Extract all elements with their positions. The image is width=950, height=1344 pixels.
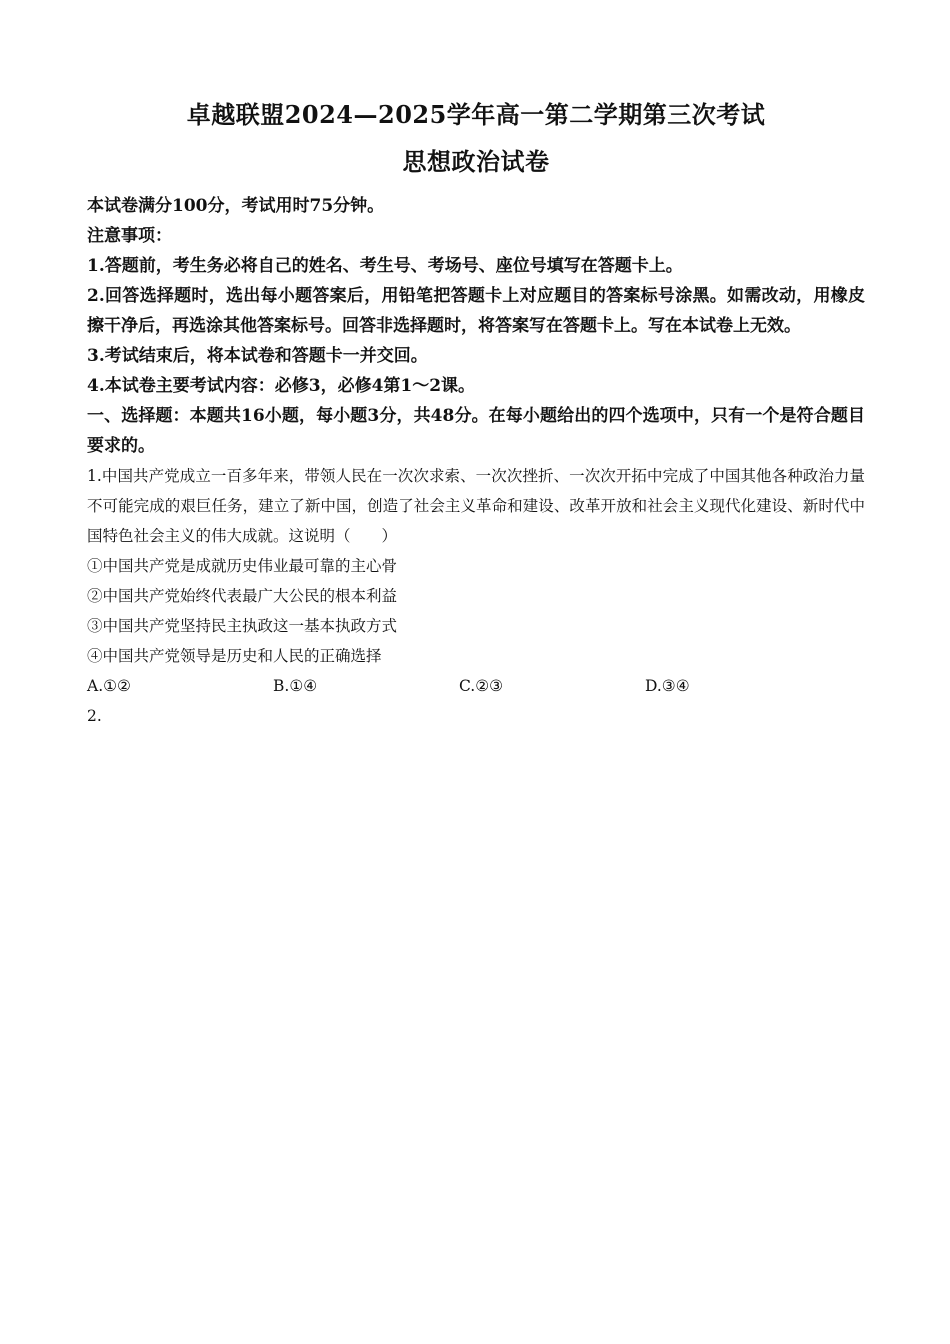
exam-subject-title: 思想政治试卷 xyxy=(402,147,550,176)
statement-4: ④中国共产党领导是历史和人民的正确选择 xyxy=(87,647,382,665)
option-b: B.①④ xyxy=(273,677,318,695)
notice-item-1: 1.答题前，考生务必将自己的姓名、考生号、考场号、座位号填写在答题卡上。 xyxy=(87,256,683,276)
question-stem: 1.中国共产党成立一百多年来，带领人民在一次次求索、一次次挫折、一次次开拓中完成了中国其他各种政治力量不可能完成的艰巨任务，建立了新中国，创造了社会主义革命和建设、改革开放和社会主义现代化建设、新时代中国特色社会主义的伟大成就。这说明（ ） xyxy=(87,467,865,545)
answer-options xyxy=(87,671,865,701)
exam-instructions xyxy=(87,191,865,461)
notice-heading: 注意事项： xyxy=(87,226,172,246)
notice-item-2: 2.回答选择题时，选出每小题答案后，用铅笔把答题卡上对应题目的答案标号涂黑。如需改动，用橡皮擦干净后，再选涂其他答案标号。回答非选择题时，将答案写在答题卡上。写在本试卷上无效。 xyxy=(87,286,865,336)
score-time-line: 本试卷满分100分，考试用时75分钟。 xyxy=(87,196,385,216)
exam-page xyxy=(87,0,865,731)
question-stem: 2. xyxy=(87,707,102,725)
statement-3: ③中国共产党坚持民主执政这一基本执政方式 xyxy=(87,617,398,635)
question-1 xyxy=(87,461,865,701)
section-heading: 一、选择题：本题共16小题，每小题3分，共48分。在每小题给出的四个选项中，只有一个是符合题目要求的。 xyxy=(87,406,865,456)
statement-1: ①中国共产党是成就历史伟业最可靠的主心骨 xyxy=(87,557,398,575)
exam-title: 卓越联盟2024—2025学年高一第二学期第三次考试 xyxy=(186,100,766,129)
option-c: C.②③ xyxy=(459,677,504,695)
notice-item-4: 4.本试卷主要考试内容：必修3，必修4第1～2课。 xyxy=(87,376,476,396)
notice-item-3: 3.考试结束后，将本试卷和答题卡一并交回。 xyxy=(87,346,428,366)
statement-2: ②中国共产党始终代表最广大公民的根本利益 xyxy=(87,587,398,605)
option-a: A.①② xyxy=(87,677,131,695)
question-2 xyxy=(87,701,865,731)
option-d: D.③④ xyxy=(645,677,690,695)
